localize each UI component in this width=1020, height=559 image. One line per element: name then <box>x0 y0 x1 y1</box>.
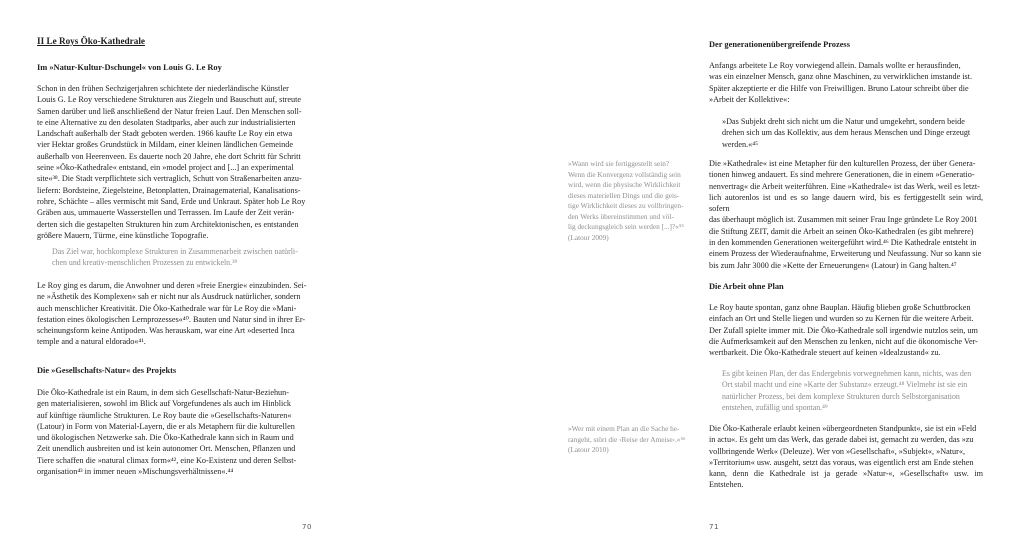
side-quote-latour-2009: »Wann wird sie fertiggestellt sein? Wenn die Konvergenz vollständig sein wird, wenn die physische Wirklichkeit dieses materiellen Dings und die geis- tige Wirklichkeit dieses zu vollbringen- den Werks übereinstimmen und völ- lig deckungsgleich sein werden [...]?«⁵⁵ (Latour 2009) <box>568 159 684 242</box>
chapter-title: II Le Roys Öko-Kathedrale <box>37 36 145 46</box>
section-heading-dschungel: Im »Natur-Kultur-Dschungel« von Louis G. Le Roy <box>37 63 222 72</box>
right-page <box>510 0 1020 559</box>
body-paragraph-3: Die Öko-Kathedrale ist ein Raum, in dem sich Gesellschaft-Natur-Beziehun- gen materialisieren, sowohl im Blick auf Vorgefundenes als auch im Hinblick auf künftige räumliche Strukturen. Le Roy baute die »Gesellschafts-Naturen« (Latour) in Form von Material-Layern, die er als Metaphern für die kulturellen und ökologischen Netzwerke sah. Die Öko-Kathedrale kann sich in Raum und Zeit unendlich ausbreiten und ist kein autonomer Ort. Menschen, Pflanzen und Tiere schaffen die »natural climax form«⁴², eine Ko-Existenz und deren Selbst- organisation⁴³ in immer neuen »Mischungsverhältnissen«.⁴⁴ <box>37 388 297 477</box>
body-paragraph-3: Le Roy baute spontan, ganz ohne Bauplan. Häufig blieben große Schuttbrocken einfach an Ort und Stelle liegen und wurden so zu Kernen für die weitere Arbeit. Der Zufall spielte immer mit. Die Öko-Kathedrale soll irgendwie nutzlos sein, um die Aufmerksamkeit auf den Menschen zu lenken, nicht auf die ökonomische Ver- wertbarkeit. Die Öko-Kathedrale steuert auf keinen »Idealzustand« zu. <box>709 303 978 358</box>
section-heading-arbeit-ohne-plan: Die Arbeit ohne Plan <box>709 282 784 291</box>
block-quote-1: Das Ziel war, hochkomplexe Strukturen in Zusammenarbeit zwischen natürli- chen und kreativ-menschlichen Prozessen zu entwickeln.³⁹ <box>52 247 298 268</box>
body-paragraph-1: Schon in den frühen Sechzigerjahren schichtete der niederländische Künstler Louis G. Le Roy verschiedene Strukturen aus Ziegeln und Bauschutt auf, streute Samen darüber und ließ anschließend der Natur freien Lauf. Den Menschen soll- te eine Alternative zu den desolaten Stadtparks, aber auch zur industrialisierten Landschaft außerhalb der Stadt geboten werden. 1966 kaufte Le Roy ein etwa vier Hektar großes Grundstück in Mildam, einer kleinen ländlichen Gemeinde außerhalb von Heerenveen. Es dauerte noch 20 Jahre, ehe dort Schritt für Schritt seine »Öko-Kathedrale« entstand, ein »model project and [...] an experimental site«³⁸. Die Stadt verpflichtete sich vertraglich, Schutt von Straßenarbeiten anzu- liefern: Bordsteine, Ziegelsteine, Betonplatten, Drainagematerial, Kanalisations- rohre, Schächte – alles vermischt mit Sand, Erde und Unkraut. Später hob Le Roy Gräben aus, ummauerte Wasserstellen und Terrassen. Im Laufe der Zeit verän- derten sich die gestapelten Strukturen hin zum Architektonischen, es entstanden größere Mauern, Türme, eine künstliche Topografie. <box>37 84 306 240</box>
body-paragraph-1: Anfangs arbeitete Le Roy vorwiegend allein. Damals wollte er herausfinden, was ein einzelner Mensch, ganz ohne Maschinen, zu verwirklichen imstande ist. Später akzeptierte er die Hilfe von Freiwilligen. Bruno Latour schreibt über die »Arbeit der Kollektive«: <box>709 61 973 104</box>
block-quote-2: Es gibt keinen Plan, der das Endergebnis vorwegnehmen kann, nichts, was den Ort stabil macht und eine »Karte der Substanz« erzeugt.⁴⁸ Vielmehr ist sie ein natürlicher Prozess, bei dem komplexe Strukturen durch Selbstorganisation entstehen, zufällig und spontan.⁴⁹ <box>722 369 972 412</box>
block-quote-latour: »Das Subjekt dreht sich nicht um die Natur und umgekehrt, sondern beide drehen sich um das Kollektiv, aus dem heraus Menschen und Dinge erzeugt werden.«⁴⁵ <box>722 117 971 149</box>
body-paragraph-2: Die »Kathedrale« ist eine Metapher für den kulturellen Prozess, der über Genera- tionen hinweg andauert. Es sind mehrere Generationen, die in einem »Generatio- nenvertrag« die Arbeit weiterführen. Eine »Kathedrale« ist das Werk, weil es letzt- lich autorenlos ist und es so lange dauern wird, bis es fertiggestellt sein wird, sofern das überhaupt möglich ist. Zusammen mit seiner Frau Inge gründete Le Roy 2001 die Stiftung ZEIT, damit die Arbeit an seinen Öko-Kathedralen (es gibt mehrere) in den kommenden Generationen weitergeführt wird.⁴⁶ Die Kathedrale entsteht in einem Prozess der Wiederaufnahme, Erweiterung und Neufassung. Nur so kann sie bis zum Jahr 3000 die »Kette der Erneuerungen« (Latour) in Gang halten.⁴⁷ <box>709 159 983 270</box>
section-heading-generationen: Der generationenübergreifende Prozess <box>709 40 850 49</box>
page-number: 71 <box>709 523 719 531</box>
body-paragraph-2: Le Roy ging es darum, die Anwohner und deren »freie Energie« einzubinden. Sei- ne »Ästhetik des Komplexen« sah er nicht nur als Ausdruck natürlicher, sondern auch menschlicher Kreativität. Die Öko-Kathedrale war für Le Roy die »Mani- festation eines ökologischen Lernprozesses«⁴⁰. Bauten und Natur sind in ihrer Er- scheinungsform keine Antipoden. Was herauskam, war eine Art »deserted Inca temple and a natural eldorado«⁴¹. <box>37 281 307 347</box>
body-paragraph-4: Die Öko-Katherale erlaubt keinen »übergeordneten Standpunkt«, sie ist ein »Feld in actu«. Es geht um das Werk, das gerade dabei ist, gemacht zu werden, das »zu vollbringende Werk« (Deleuze). Wer von »Gesellschaft«, »Subjekt«, »Natur«, »Territorium« usw. ausgeht, setzt das voraus, was eigentlich erst am Ende stehen kann, denn die Kathedrale ist ja gerade »Natur-«, »Gesellschaft« usw. im Entstehen. <box>709 424 983 490</box>
side-quote-latour-2010: »Wer mit einem Plan an die Sache he- rangeht, stört die ›Reise der Ameise‹.«⁵⁶ (Latour 2010) <box>568 424 686 454</box>
section-heading-gesellschafts-natur: Die »Gesellschafts-Natur« des Projekts <box>37 366 177 375</box>
page-number: 70 <box>302 523 312 531</box>
